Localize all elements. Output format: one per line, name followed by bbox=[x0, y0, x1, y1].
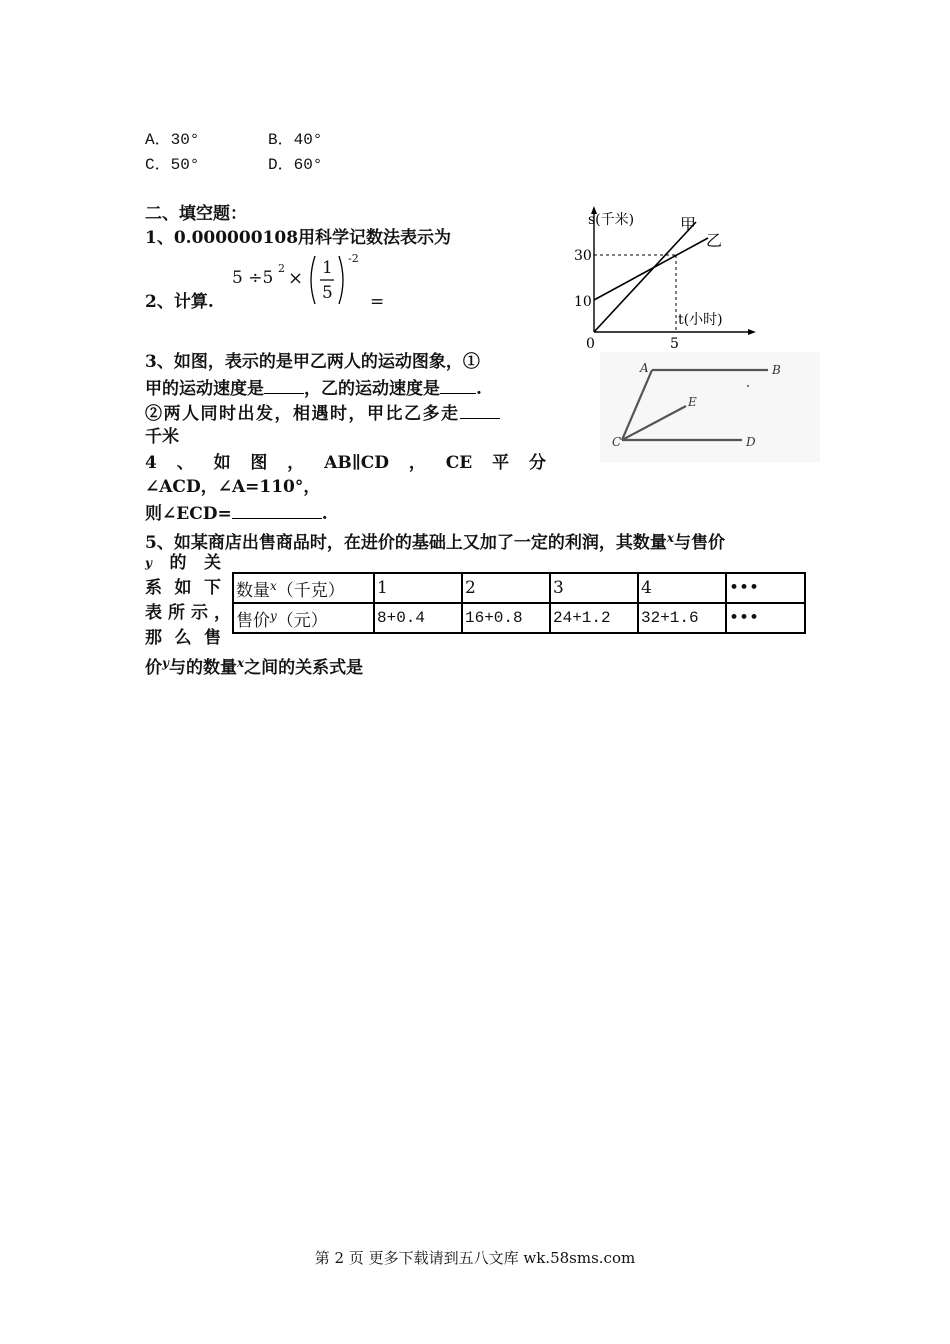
q5-side-char: 售 bbox=[204, 628, 221, 648]
q3-line2a: 甲的运动速度是 bbox=[145, 379, 264, 399]
table-cell: 8+0.4 bbox=[374, 603, 462, 633]
q4-line2: ∠ACD，∠A=110°， bbox=[145, 477, 321, 497]
section-title: 二、填空题： bbox=[145, 204, 247, 224]
q3-line3a: ②两人同时出发，相遇时，甲比乙多走 bbox=[145, 404, 460, 424]
graph-y-label: s(千米) bbox=[588, 212, 635, 228]
q4-line1 bbox=[145, 451, 546, 475]
q4-word: 平 bbox=[492, 453, 510, 473]
point-d: D bbox=[746, 435, 756, 449]
q5-side-line1 bbox=[145, 551, 221, 575]
figure-background bbox=[600, 352, 820, 462]
table-cell: ••• bbox=[726, 603, 805, 633]
table-row bbox=[233, 603, 805, 633]
q3-line2 bbox=[145, 375, 482, 401]
q4-word: CE bbox=[445, 453, 473, 473]
graph-x-label: t(小时) bbox=[678, 312, 723, 328]
q4-answer-ecd[interactable] bbox=[232, 500, 322, 519]
q3-line2c: . bbox=[476, 379, 482, 399]
graph-series-jia: 甲 bbox=[680, 215, 697, 234]
q5-var-x2: x bbox=[236, 656, 245, 670]
table-cell: 1 bbox=[374, 573, 462, 603]
choice-b: B．40° bbox=[268, 131, 323, 149]
table-cell: 32+1.6 bbox=[638, 603, 726, 633]
table-cell: ••• bbox=[726, 573, 805, 603]
table-cell-label: 售价$^y$（元） bbox=[233, 603, 374, 633]
q5-side-line4 bbox=[145, 626, 221, 650]
q2-times: × bbox=[288, 268, 304, 289]
table-cell: 3 bbox=[550, 573, 638, 603]
q5-side-char: 表 bbox=[145, 603, 162, 623]
point-c: C bbox=[612, 435, 622, 449]
question-1: 1、0.000000108用科学记数法表示为 bbox=[145, 228, 452, 248]
q5-side-char: 的 bbox=[169, 553, 187, 573]
graph-x-tick-5: 5 bbox=[670, 336, 679, 350]
q5-side-char: 那 bbox=[145, 628, 162, 648]
q5-line1 bbox=[145, 526, 725, 555]
q5-side-char: 系 bbox=[145, 578, 162, 598]
graph-y-tick-30: 30 bbox=[574, 248, 592, 264]
q4-word: 分 bbox=[528, 453, 546, 473]
q3-line2b: ，乙的运动速度是 bbox=[304, 379, 440, 399]
point-a: A bbox=[640, 361, 649, 375]
choice-c: C．50° bbox=[145, 156, 200, 174]
point-b: B bbox=[772, 363, 781, 377]
q4-word: AB∥CD bbox=[324, 453, 389, 473]
q5-side-line3 bbox=[145, 601, 231, 625]
q2-frac-num: 1 bbox=[322, 258, 333, 278]
q5-side-char: ， bbox=[214, 603, 231, 623]
q5-var-y: y bbox=[145, 556, 152, 570]
q5-var-y2: y bbox=[162, 656, 169, 670]
geometry-figure bbox=[600, 352, 820, 462]
graph-x-arrow bbox=[748, 329, 756, 335]
q5-last-c: 之间的关系式是 bbox=[244, 658, 364, 678]
q5-side-char: 所 bbox=[168, 603, 185, 623]
q3-line4: 千米 bbox=[145, 427, 179, 447]
q2-expression bbox=[232, 252, 362, 308]
table-cell: 16+0.8 bbox=[462, 603, 550, 633]
q3-line1: 3、如图，表示的是甲乙两人的运动图象，① bbox=[145, 352, 480, 372]
q4-word: 、 bbox=[176, 453, 194, 473]
point-e: E bbox=[688, 395, 697, 409]
q5-line1a: 5、如某商店出售商品时，在进价的基础上又加了一定的利润，其数量 bbox=[145, 533, 667, 553]
q3-line3 bbox=[145, 400, 500, 426]
table-cell: 4 bbox=[638, 573, 726, 603]
q2-exp-neg2: -2 bbox=[348, 252, 359, 265]
q4-word: ， bbox=[287, 453, 305, 473]
motion-graph bbox=[560, 200, 760, 350]
q4-word: 如 bbox=[213, 453, 231, 473]
q5-side-char: 关 bbox=[203, 553, 221, 573]
q4-line3 bbox=[145, 500, 328, 526]
q4-line3a: 则∠ECD= bbox=[145, 504, 232, 524]
graph-line-yi bbox=[594, 238, 708, 300]
q5-side-char: 如 bbox=[174, 578, 192, 598]
table-cell: 24+1.2 bbox=[550, 603, 638, 633]
q2-equals: = bbox=[370, 292, 385, 312]
q2-exp2: 2 bbox=[278, 262, 285, 275]
q5-side-char: 示 bbox=[191, 603, 208, 623]
q5-side-line2 bbox=[145, 576, 221, 600]
q5-last-a: 价 bbox=[145, 658, 162, 678]
q3-answer-jia-speed[interactable] bbox=[264, 375, 304, 394]
q4-word: ， bbox=[408, 453, 426, 473]
graph-x-tick-0: 0 bbox=[586, 336, 595, 350]
table-cell-label: 数量$^x$（千克） bbox=[233, 573, 374, 603]
q4-word: 图 bbox=[250, 453, 268, 473]
q3-answer-yi-speed[interactable] bbox=[440, 375, 476, 394]
q2-frac-den: 5 bbox=[322, 283, 333, 303]
table-cell: 2 bbox=[462, 573, 550, 603]
q4-line3b: . bbox=[321, 504, 328, 524]
q5-line1b: 与售价 bbox=[673, 533, 725, 553]
choice-a: A．30° bbox=[145, 131, 200, 149]
q5-table bbox=[232, 572, 806, 634]
question-2: 2、计算. bbox=[145, 292, 214, 312]
q5-side-char: 下 bbox=[204, 578, 221, 598]
q5-side-char: 么 bbox=[174, 628, 192, 648]
graph-y-tick-10: 10 bbox=[574, 294, 592, 310]
q2-expr-a: 5 ÷5 bbox=[232, 268, 274, 288]
q5-var-x: x bbox=[666, 531, 674, 545]
q5-last-b: 与的数量 bbox=[168, 658, 237, 678]
table-row bbox=[233, 573, 805, 603]
q4-word: 4 bbox=[145, 453, 157, 473]
graph-series-yi: 乙 bbox=[706, 231, 723, 250]
choice-d: D．60° bbox=[268, 156, 323, 174]
q5-last-line bbox=[145, 651, 363, 680]
page-footer: 第 2 页 更多下载请到五八文库 wk.58sms.com bbox=[314, 1249, 636, 1267]
q3-answer-difference[interactable] bbox=[460, 400, 500, 419]
figure-dot bbox=[747, 385, 749, 387]
